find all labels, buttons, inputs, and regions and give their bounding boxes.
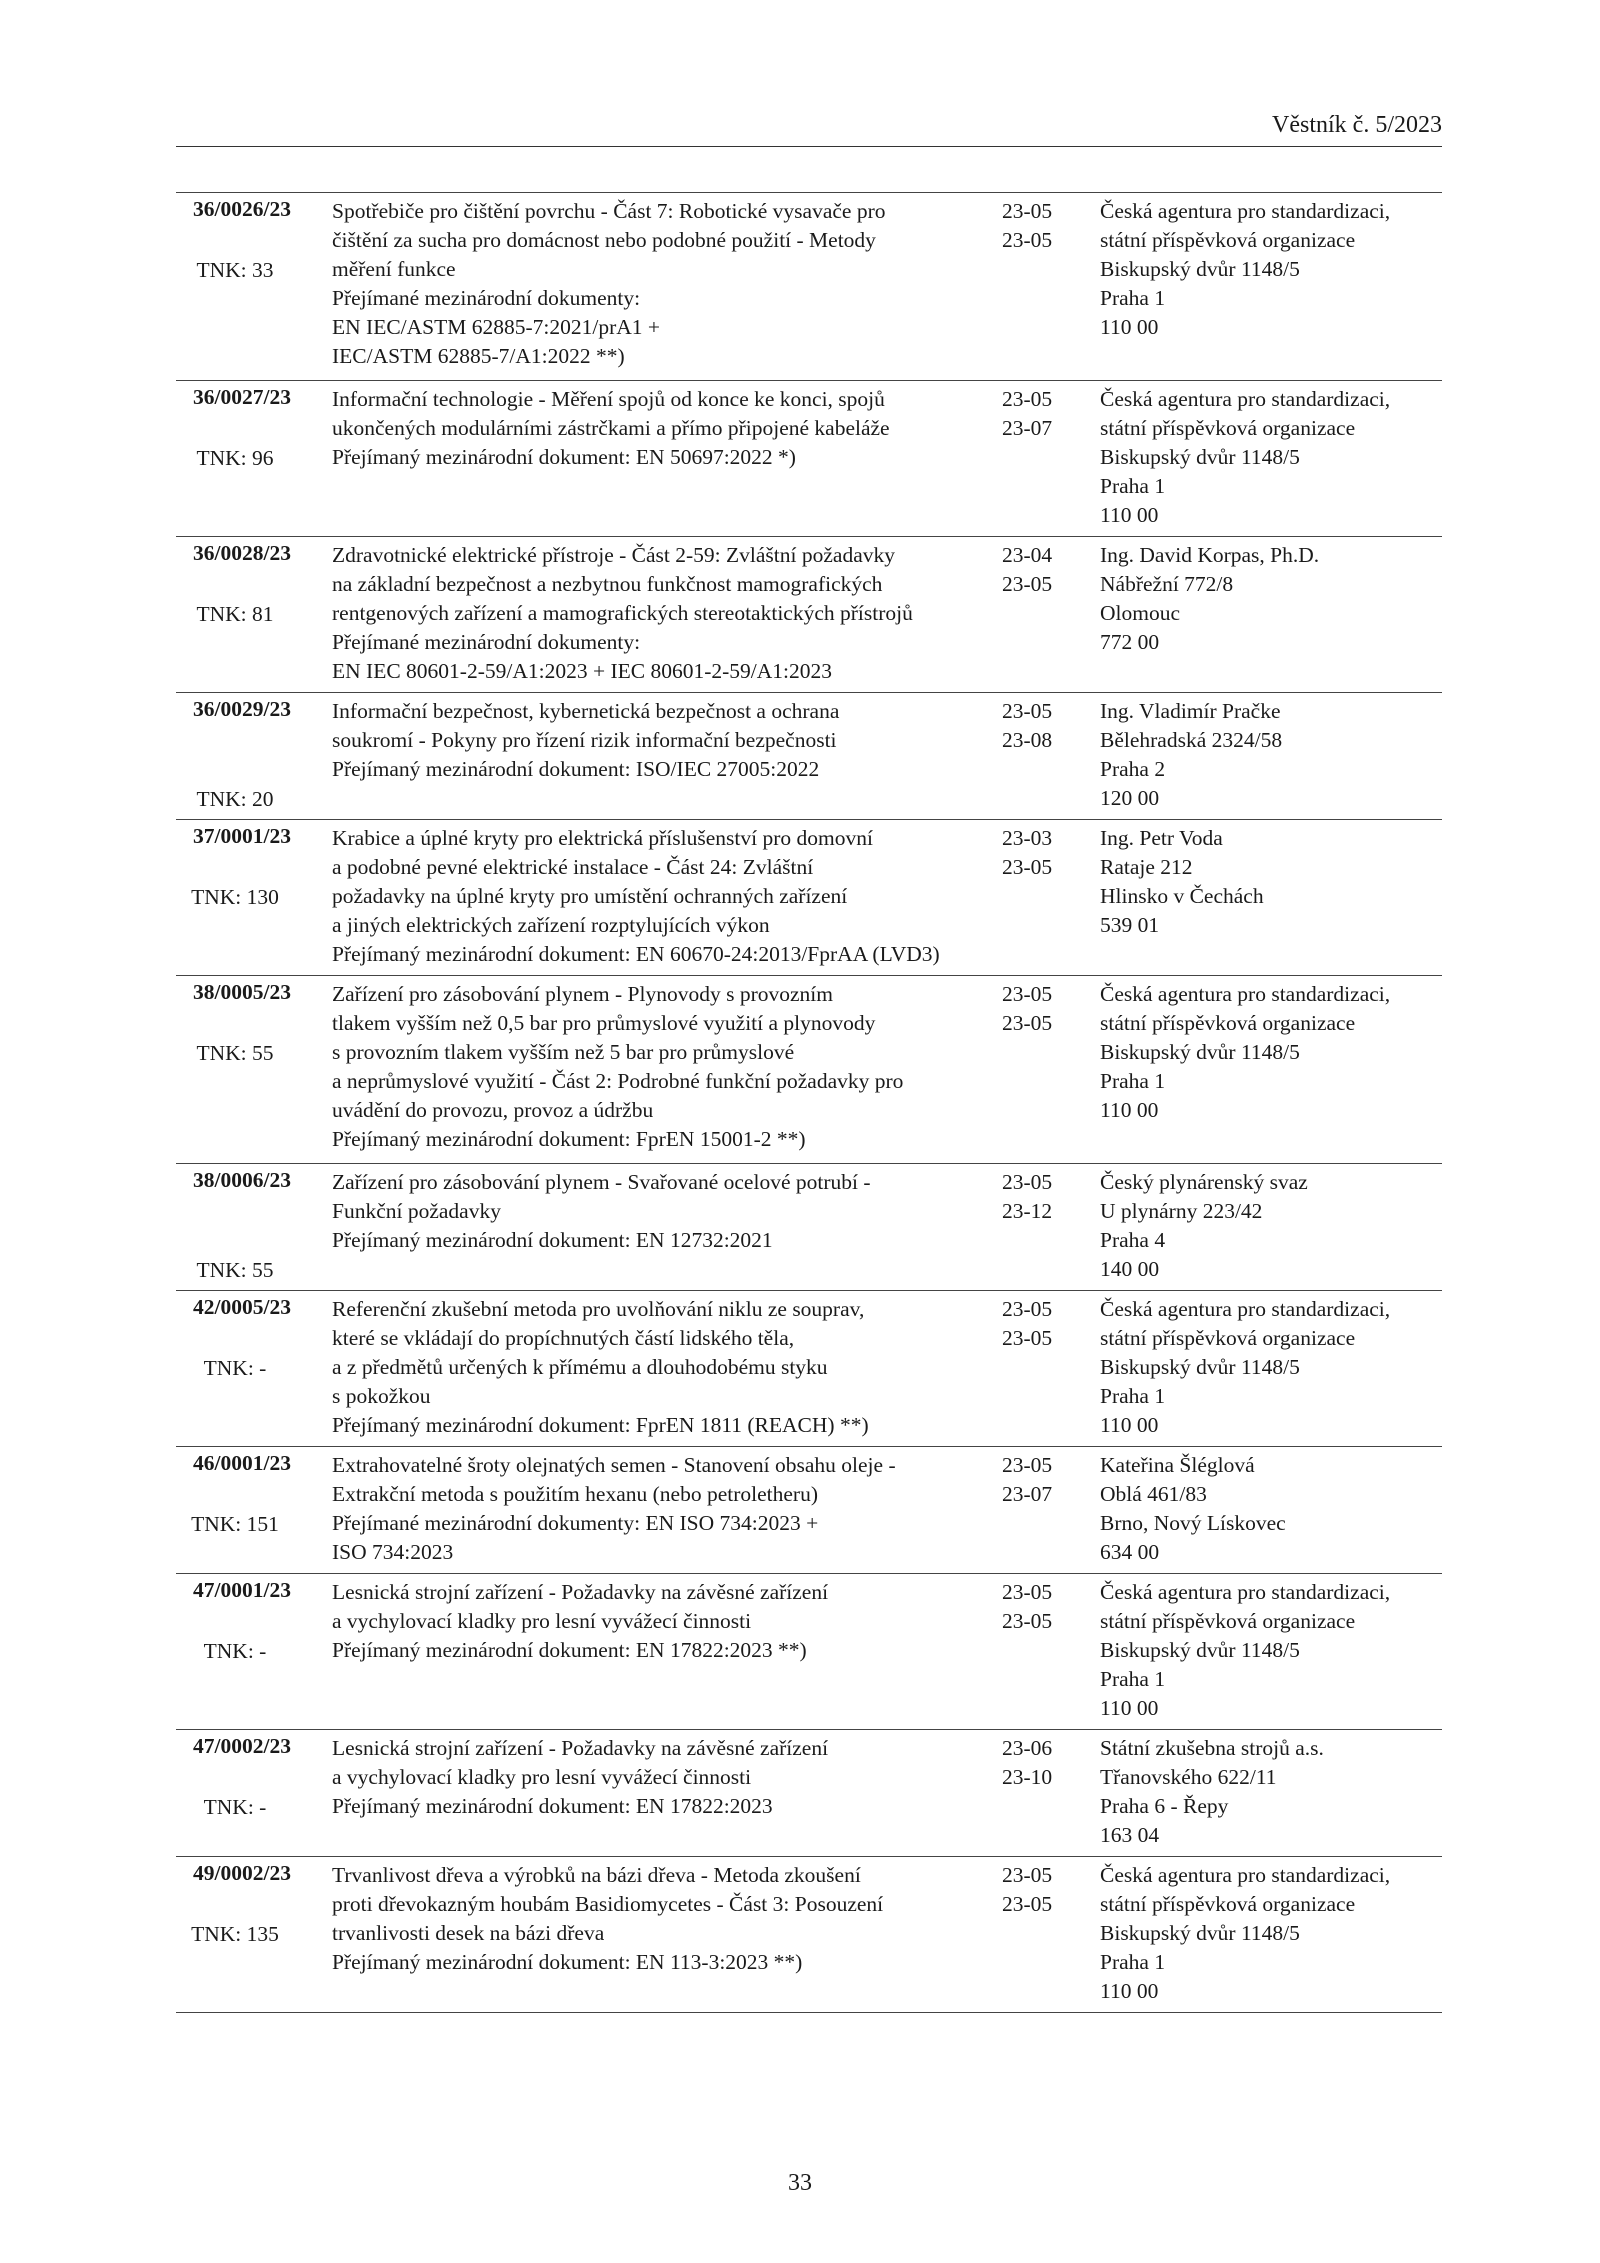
entry-address-line: Praha 1 xyxy=(1100,1069,1166,1093)
entry-description-line: a jiných elektrických zařízení rozptylujících výkon xyxy=(332,913,770,937)
entry-description xyxy=(332,1451,992,1567)
table-row xyxy=(176,381,1442,537)
entry-code: 36/0027/23 xyxy=(193,385,291,409)
entry-tnk: TNK: - xyxy=(203,1639,267,1663)
entry-dates-line: 23-05 xyxy=(1002,982,1053,1006)
entry-tnk: TNK: 151 xyxy=(191,1512,279,1536)
entry-description-line: a podobné pevné elektrické instalace - Část 24: Zvláštní xyxy=(332,855,814,879)
entry-description-line: Přejímaný mezinárodní dokument: EN 113-3:2023 **) xyxy=(332,1950,803,1974)
entry-address xyxy=(1100,197,1442,342)
entry-description-line: Přejímané mezinárodní dokumenty: xyxy=(332,630,641,654)
entry-address-line: Státní zkušebna strojů a.s. xyxy=(1100,1736,1324,1760)
entry-address-line: Kateřina Šléglová xyxy=(1100,1453,1255,1477)
entry-description-line: Zdravotnické elektrické přístroje - Část 2-59: Zvláštní požadavky xyxy=(332,543,895,567)
entry-description-line: Krabice a úplné kryty pro elektrická příslušenství pro domovní xyxy=(332,826,873,850)
entry-description-line: Zařízení pro zásobování plynem - Svařované ocelové potrubí - xyxy=(332,1170,871,1194)
entry-description-line: IEC/ASTM 62885-7/A1:2022 **) xyxy=(332,344,625,368)
entry-code: 46/0001/23 xyxy=(193,1451,291,1475)
entry-dates xyxy=(1002,1578,1072,1636)
entry-description-line: Přejímaný mezinárodní dokument: FprEN 1811 (REACH) **) xyxy=(332,1413,869,1437)
entry-description xyxy=(332,385,992,472)
entry-code: 36/0029/23 xyxy=(193,697,291,721)
entry-address-line: 110 00 xyxy=(1100,1979,1159,2003)
entry-description-line: Referenční zkušební metoda pro uvolňování niklu ze souprav, xyxy=(332,1297,865,1321)
entry-address-line: Česká agentura pro standardizaci, xyxy=(1100,982,1391,1006)
table-row xyxy=(176,1574,1442,1730)
entry-address-line: Praha 4 xyxy=(1100,1228,1166,1252)
entry-tnk: TNK: 135 xyxy=(191,1922,279,1946)
entry-description xyxy=(332,824,992,969)
entry-address-line: 772 00 xyxy=(1100,630,1160,654)
table-row xyxy=(176,1857,1442,2013)
entry-tnk: TNK: 55 xyxy=(196,1258,274,1282)
entry-description-line: čištění za sucha pro domácnost nebo podobné použití - Metody xyxy=(332,228,876,252)
entry-dates xyxy=(1002,541,1072,599)
entry-address-line: Česká agentura pro standardizaci, xyxy=(1100,1580,1391,1604)
entry-description-line: Přejímané mezinárodní dokumenty: EN ISO 734:2023 + xyxy=(332,1511,819,1535)
entry-description-line: rentgenových zařízení a mamografických stereotaktických přístrojů xyxy=(332,601,913,625)
entry-address-line: Česká agentura pro standardizaci, xyxy=(1100,199,1391,223)
entry-tnk: TNK: 33 xyxy=(196,258,274,282)
entry-description-line: Informační technologie - Měření spojů od konce ke konci, spojů xyxy=(332,387,885,411)
entry-address-line: Praha 6 - Řepy xyxy=(1100,1794,1229,1818)
entry-description xyxy=(332,1861,992,1977)
entry-address-line: 163 04 xyxy=(1100,1823,1160,1847)
entry-dates-line: 23-05 xyxy=(1002,228,1053,252)
entry-dates-line: 23-05 xyxy=(1002,855,1053,879)
entry-address-line: Biskupský dvůr 1148/5 xyxy=(1100,1355,1300,1379)
entry-dates-line: 23-07 xyxy=(1002,1482,1053,1506)
entry-tnk: TNK: 20 xyxy=(196,787,274,811)
entry-description-line: ukončených modulárními zástrčkami a přímo připojené kabeláže xyxy=(332,416,890,440)
entry-dates xyxy=(1002,385,1072,443)
entry-address-line: Biskupský dvůr 1148/5 xyxy=(1100,257,1300,281)
entry-address-line: 110 00 xyxy=(1100,503,1159,527)
entry-description xyxy=(332,697,992,784)
entry-tnk: TNK: - xyxy=(203,1356,267,1380)
entry-address-line: 110 00 xyxy=(1100,1098,1159,1122)
entry-address-line: státní příspěvková organizace xyxy=(1100,1609,1356,1633)
entry-address-line: Praha 1 xyxy=(1100,474,1166,498)
entry-description-line: s provozním tlakem vyšším než 5 bar pro průmyslové xyxy=(332,1040,795,1064)
entry-dates-line: 23-05 xyxy=(1002,1297,1053,1321)
entry-description-line: Přejímaný mezinárodní dokument: EN 17822:2023 xyxy=(332,1794,773,1818)
entry-dates-line: 23-08 xyxy=(1002,728,1053,752)
entry-dates-line: 23-12 xyxy=(1002,1199,1053,1223)
entry-address-line: Praha 1 xyxy=(1100,286,1166,310)
entry-dates-line: 23-05 xyxy=(1002,1580,1053,1604)
entry-address xyxy=(1100,980,1442,1125)
entry-dates xyxy=(1002,1861,1072,1919)
entry-tnk: TNK: - xyxy=(203,1795,267,1819)
entry-address-line: Bělehradská 2324/58 xyxy=(1100,728,1283,752)
entry-address xyxy=(1100,697,1442,813)
entry-description-line: s pokožkou xyxy=(332,1384,431,1408)
entry-description-line: Spotřebiče pro čištění povrchu - Část 7: Robotické vysavače pro xyxy=(332,199,886,223)
entry-address-line: státní příspěvková organizace xyxy=(1100,228,1356,252)
entry-description xyxy=(332,980,992,1154)
entry-address-line: státní příspěvková organizace xyxy=(1100,1326,1356,1350)
entry-address xyxy=(1100,1168,1442,1284)
entry-description-line: EN IEC/ASTM 62885-7:2021/prA1 + xyxy=(332,315,661,339)
entry-address-line: Biskupský dvůr 1148/5 xyxy=(1100,1921,1300,1945)
entry-address-line: Praha 1 xyxy=(1100,1384,1166,1408)
entry-address-line: Hlinsko v Čechách xyxy=(1100,884,1264,908)
entry-tnk: TNK: 96 xyxy=(196,446,274,470)
entry-description xyxy=(332,197,992,371)
entry-dates xyxy=(1002,1451,1072,1509)
entry-address-line: Biskupský dvůr 1148/5 xyxy=(1100,445,1300,469)
entry-code: 49/0002/23 xyxy=(193,1861,291,1885)
page-header xyxy=(176,110,1442,147)
entry-address-line: Olomouc xyxy=(1100,601,1181,625)
entry-address-line: Biskupský dvůr 1148/5 xyxy=(1100,1638,1300,1662)
entry-description-line: Funkční požadavky xyxy=(332,1199,501,1223)
entry-dates xyxy=(1002,1734,1072,1792)
entry-dates xyxy=(1002,1295,1072,1353)
page-number: 33 xyxy=(788,2170,812,2196)
entry-address-line: 110 00 xyxy=(1100,1413,1159,1437)
entry-description-line: Extrahovatelné šroty olejnatých semen - Stanovení obsahu oleje - xyxy=(332,1453,896,1477)
entry-dates-line: 23-07 xyxy=(1002,416,1053,440)
entry-address-line: U plynárny 223/42 xyxy=(1100,1199,1263,1223)
entry-dates-line: 23-05 xyxy=(1002,1609,1053,1633)
entry-description-line: a vychylovací kladky pro lesní vyvážecí činnosti xyxy=(332,1765,752,1789)
table-row xyxy=(176,193,1442,381)
entry-address-line: Praha 1 xyxy=(1100,1950,1166,1974)
entry-address-line: Ing. Vladimír Pračke xyxy=(1100,699,1281,723)
entry-address xyxy=(1100,1578,1442,1723)
entry-description-line: měření funkce xyxy=(332,257,456,281)
table-row xyxy=(176,1164,1442,1291)
entry-description-line: Informační bezpečnost, kybernetická bezpečnost a ochrana xyxy=(332,699,840,723)
entry-address-line: 120 00 xyxy=(1100,786,1160,810)
entry-address-line: Třanovského 622/11 xyxy=(1100,1765,1277,1789)
entry-dates xyxy=(1002,197,1072,255)
entry-dates-line: 23-03 xyxy=(1002,826,1053,850)
entry-address xyxy=(1100,1861,1442,2006)
entry-address xyxy=(1100,824,1442,940)
entry-dates-line: 23-05 xyxy=(1002,1170,1053,1194)
entry-dates xyxy=(1002,980,1072,1038)
entry-description-line: a neprůmyslové využití - Část 2: Podrobné funkční požadavky pro xyxy=(332,1069,904,1093)
entry-dates-line: 23-05 xyxy=(1002,699,1053,723)
entry-dates-line: 23-06 xyxy=(1002,1736,1053,1760)
entry-description-line: uvádění do provozu, provoz a údržbu xyxy=(332,1098,654,1122)
standards-table xyxy=(176,192,1442,2013)
table-row xyxy=(176,693,1442,820)
entry-description-line: a z předmětů určených k přímému a dlouhodobému styku xyxy=(332,1355,828,1379)
entry-dates-line: 23-05 xyxy=(1002,1453,1053,1477)
entry-address-line: 110 00 xyxy=(1100,1696,1159,1720)
entry-description-line: tlakem vyšším než 0,5 bar pro průmyslové využití a plynovody xyxy=(332,1011,876,1035)
entry-tnk: TNK: 55 xyxy=(196,1041,274,1065)
entry-description-line: Lesnická strojní zařízení - Požadavky na závěsné zařízení xyxy=(332,1580,829,1604)
entry-code: 36/0026/23 xyxy=(193,197,291,221)
entry-description-line: Přejímaný mezinárodní dokument: EN 60670-24:2013/FprAA (LVD3) xyxy=(332,942,940,966)
entry-description-line: požadavky na úplné kryty pro umístění ochranných zařízení xyxy=(332,884,848,908)
table-row xyxy=(176,1291,1442,1447)
entry-description-line: Přejímané mezinárodní dokumenty: xyxy=(332,286,641,310)
entry-dates xyxy=(1002,824,1072,882)
entry-description-line: Přejímaný mezinárodní dokument: EN 17822:2023 **) xyxy=(332,1638,807,1662)
entry-description xyxy=(332,1168,992,1255)
entry-address-line: 140 00 xyxy=(1100,1257,1160,1281)
entry-description-line: Extrakční metoda s použitím hexanu (nebo petroletheru) xyxy=(332,1482,818,1506)
publication-title: Věstník č. 5/2023 xyxy=(1272,112,1442,138)
entry-description-line: Zařízení pro zásobování plynem - Plynovody s provozním xyxy=(332,982,833,1006)
entry-description-line: Přejímaný mezinárodní dokument: FprEN 15001-2 **) xyxy=(332,1127,806,1151)
entry-description-line: ISO 734:2023 xyxy=(332,1540,454,1564)
entry-address-line: Ing. David Korpas, Ph.D. xyxy=(1100,543,1320,567)
entry-dates-line: 23-04 xyxy=(1002,543,1053,567)
entry-dates-line: 23-05 xyxy=(1002,387,1053,411)
entry-code: 38/0005/23 xyxy=(193,980,291,1004)
entry-address-line: státní příspěvková organizace xyxy=(1100,416,1356,440)
entry-dates xyxy=(1002,697,1072,755)
entry-dates-line: 23-05 xyxy=(1002,1892,1053,1916)
entry-dates-line: 23-05 xyxy=(1002,1863,1053,1887)
entry-address-line: Český plynárenský svaz xyxy=(1100,1170,1308,1194)
entry-code: 36/0028/23 xyxy=(193,541,291,565)
entry-address xyxy=(1100,1451,1442,1567)
entry-address-line: státní příspěvková organizace xyxy=(1100,1011,1356,1035)
entry-address-line: Biskupský dvůr 1148/5 xyxy=(1100,1040,1300,1064)
entry-address-line: Ing. Petr Voda xyxy=(1100,826,1223,850)
entry-dates-line: 23-05 xyxy=(1002,199,1053,223)
entry-code: 37/0001/23 xyxy=(193,824,291,848)
entry-code: 38/0006/23 xyxy=(193,1168,291,1192)
entry-dates xyxy=(1002,1168,1072,1226)
entry-address-line: Česká agentura pro standardizaci, xyxy=(1100,1863,1391,1887)
entry-description-line: EN IEC 80601-2-59/A1:2023 + IEC 80601-2-59/A1:2023 xyxy=(332,659,833,683)
entry-address-line: státní příspěvková organizace xyxy=(1100,1892,1356,1916)
entry-description xyxy=(332,1295,992,1440)
entry-dates-line: 23-05 xyxy=(1002,1326,1053,1350)
entry-address-line: Oblá 461/83 xyxy=(1100,1482,1207,1506)
entry-address-line: Praha 2 xyxy=(1100,757,1166,781)
entry-address-line: Nábřežní 772/8 xyxy=(1100,572,1234,596)
entry-description xyxy=(332,541,992,686)
entry-description-line: na základní bezpečnost a nezbytnou funkčnost mamografických xyxy=(332,572,883,596)
entry-description-line: Přejímaný mezinárodní dokument: EN 50697:2022 *) xyxy=(332,445,796,469)
table-row xyxy=(176,1447,1442,1574)
entry-address-line: Brno, Nový Lískovec xyxy=(1100,1511,1286,1535)
entry-address-line: Praha 1 xyxy=(1100,1667,1166,1691)
entry-description-line: Lesnická strojní zařízení - Požadavky na závěsné zařízení xyxy=(332,1736,829,1760)
table-row xyxy=(176,537,1442,693)
entry-description-line: trvanlivosti desek na bázi dřeva xyxy=(332,1921,605,1945)
entry-address xyxy=(1100,541,1442,657)
entry-description xyxy=(332,1578,992,1665)
entry-description-line: soukromí - Pokyny pro řízení rizik informační bezpečnosti xyxy=(332,728,837,752)
entry-description-line: Přejímaný mezinárodní dokument: ISO/IEC 27005:2022 xyxy=(332,757,820,781)
entry-address-line: 110 00 xyxy=(1100,315,1159,339)
entry-description-line: Trvanlivost dřeva a výrobků na bázi dřeva - Metoda zkoušení xyxy=(332,1863,861,1887)
entry-code: 47/0002/23 xyxy=(193,1734,291,1758)
entry-description xyxy=(332,1734,992,1821)
entry-address-line: 539 01 xyxy=(1100,913,1160,937)
entry-address-line: Česká agentura pro standardizaci, xyxy=(1100,1297,1391,1321)
entry-address-line: Česká agentura pro standardizaci, xyxy=(1100,387,1391,411)
table-row xyxy=(176,976,1442,1164)
entry-dates-line: 23-05 xyxy=(1002,572,1053,596)
table-row xyxy=(176,820,1442,976)
entry-address-line: Rataje 212 xyxy=(1100,855,1193,879)
entry-dates-line: 23-10 xyxy=(1002,1765,1053,1789)
entry-code: 42/0005/23 xyxy=(193,1295,291,1319)
entry-address xyxy=(1100,1734,1442,1850)
entry-description-line: a vychylovací kladky pro lesní vyvážecí činnosti xyxy=(332,1609,752,1633)
entry-dates-line: 23-05 xyxy=(1002,1011,1053,1035)
entry-description-line: které se vkládají do propíchnutých částí lidského těla, xyxy=(332,1326,795,1350)
entry-address xyxy=(1100,1295,1442,1440)
entry-address xyxy=(1100,385,1442,530)
entry-address-line: 634 00 xyxy=(1100,1540,1160,1564)
entry-tnk: TNK: 130 xyxy=(191,885,279,909)
entry-description-line: proti dřevokazným houbám Basidiomycetes - Část 3: Posouzení xyxy=(332,1892,884,1916)
entry-code: 47/0001/23 xyxy=(193,1578,291,1602)
entry-tnk: TNK: 81 xyxy=(196,602,274,626)
table-row xyxy=(176,1730,1442,1857)
entry-description-line: Přejímaný mezinárodní dokument: EN 12732:2021 xyxy=(332,1228,773,1252)
